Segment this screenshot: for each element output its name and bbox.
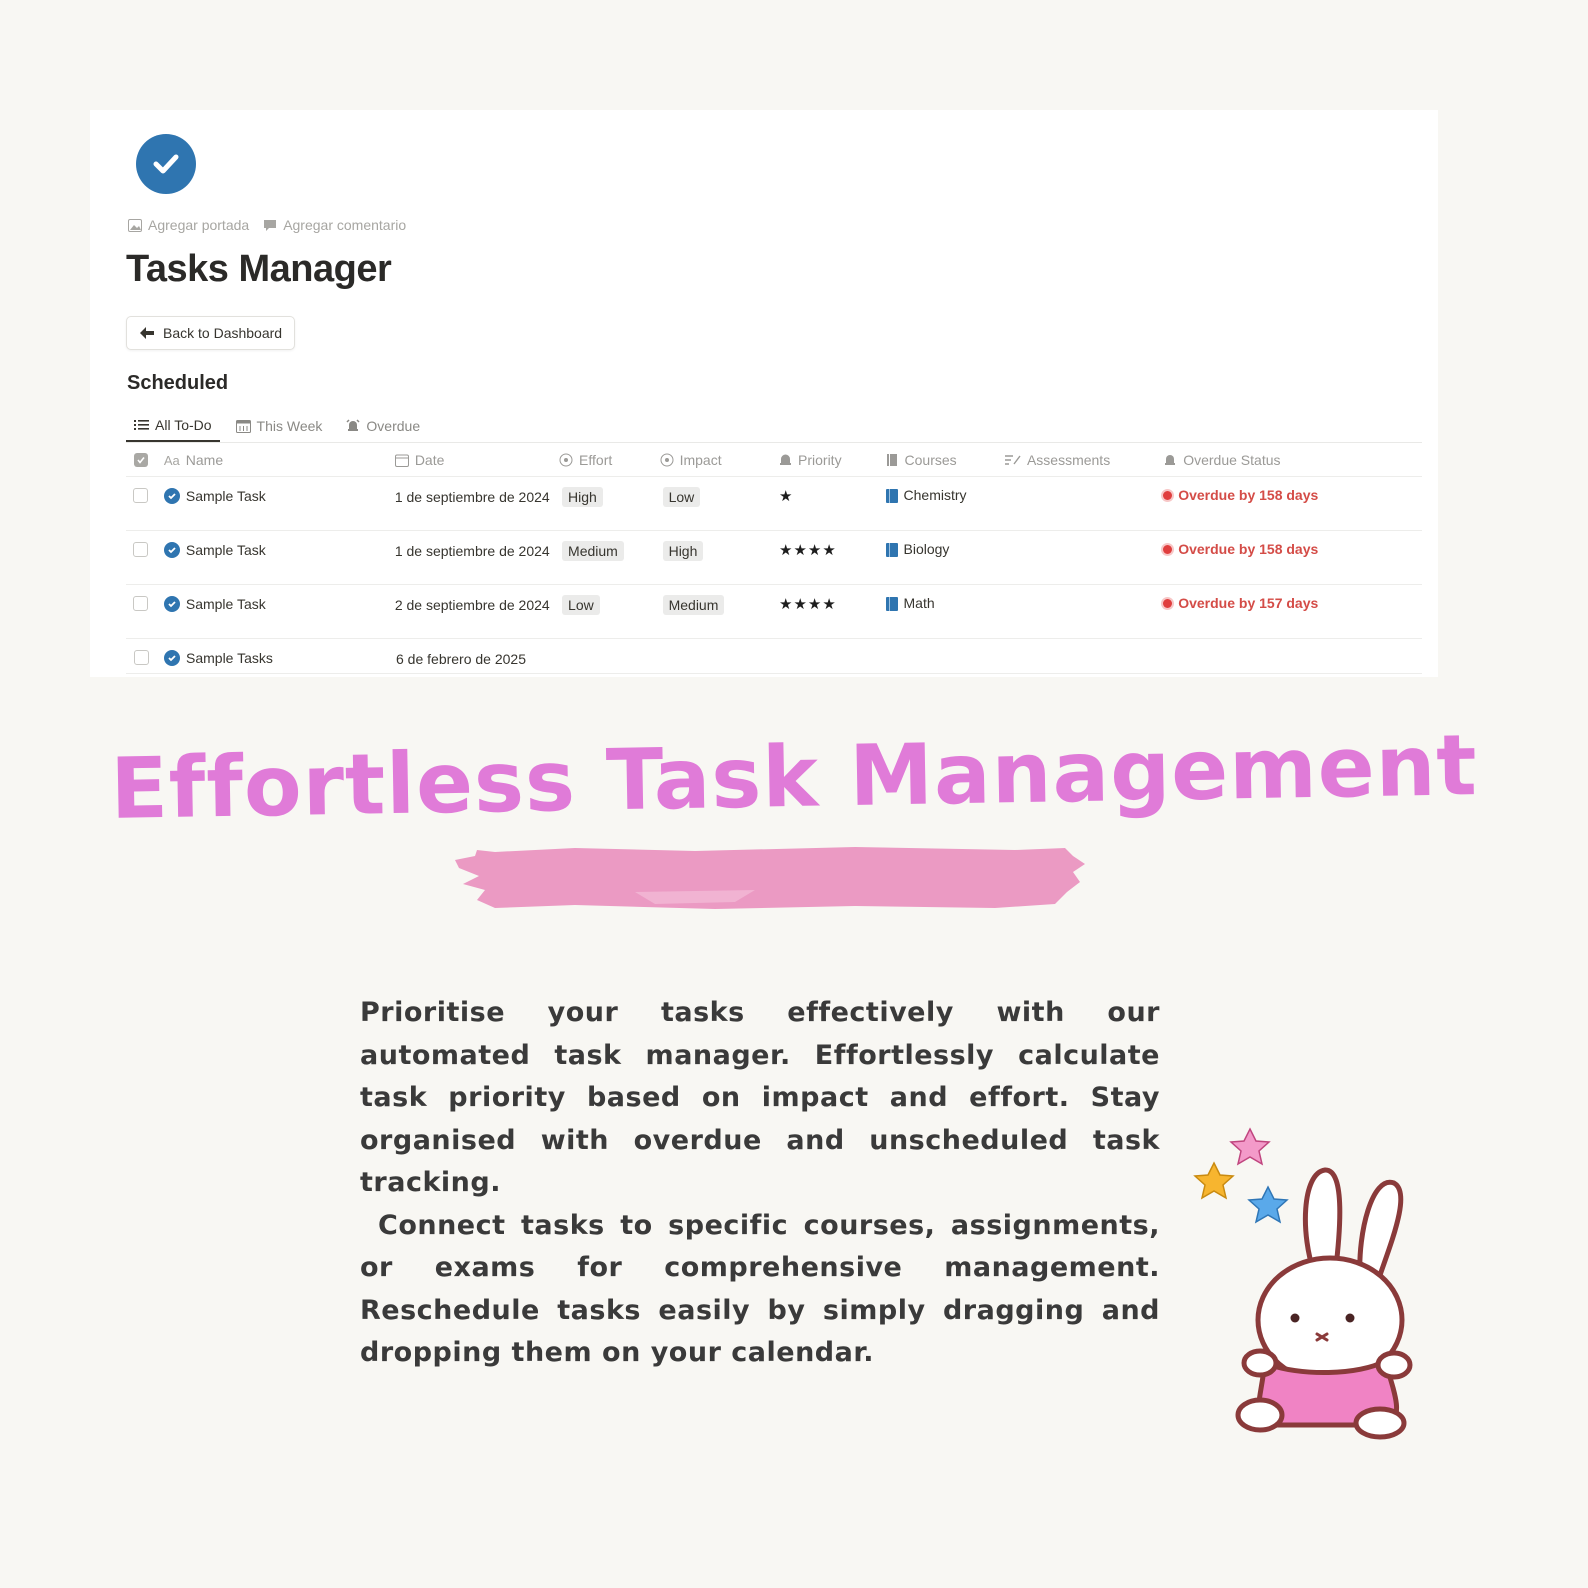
task-check-icon [164,488,180,504]
list-icon [134,419,149,431]
column-courses[interactable] [886,452,1005,468]
promo-paragraph: Prioritise your tasks effectively with our automated task manager. Effortlessly calculate task priority based on impact and effort. Stay organised with overdue and unscheduled task tracking. [360,997,1160,1198]
red-circle-icon [1163,491,1172,500]
assessments-cell[interactable] [1005,477,1163,487]
bell-icon [779,453,792,467]
red-circle-icon [1163,545,1172,554]
book-icon [886,453,899,467]
impact-tag[interactable]: High [663,541,704,561]
add-cover-label: Agregar portada [148,217,250,233]
add-comment-label: Agregar comentario [283,217,407,233]
overdue-status: Overdue by 157 days [1178,595,1319,611]
select-icon [559,453,573,467]
row-checkbox[interactable] [133,542,148,557]
column-overdue-status[interactable] [1163,452,1422,468]
add-cover-button[interactable] [128,217,249,233]
image-icon [128,219,142,232]
task-check-icon [164,596,180,612]
relation-icon [1005,454,1021,466]
column-label: Impact [679,452,722,468]
column-label: Assessments [1026,452,1111,468]
effort-tag[interactable]: Low [562,595,600,615]
column-assessments[interactable] [1005,452,1163,468]
impact-tag[interactable]: Medium [663,595,725,615]
book-icon [886,489,898,503]
promo-description [360,992,1160,1375]
column-impact[interactable] [660,452,779,468]
table-row[interactable] [126,477,1422,531]
header-select-all[interactable] [126,453,156,467]
assessments-cell[interactable] [1005,531,1163,541]
assessments-cell[interactable] [1005,585,1163,595]
calendar-icon [395,454,409,467]
checkbox-icon [134,453,148,467]
table-row[interactable] [126,639,1422,674]
calendar-icon [236,419,251,433]
pink-brush-stroke [455,842,1095,922]
book-icon [886,597,898,611]
column-priority[interactable] [779,452,886,468]
tab-label: All To-Do [155,417,212,433]
section-title: Scheduled [127,372,229,394]
column-label: Date [414,451,445,468]
alarm-icon [346,419,360,433]
notion-page-panel [90,110,1438,677]
column-name[interactable] [156,452,387,468]
row-checkbox[interactable] [134,650,149,665]
back-to-dashboard-button[interactable] [126,316,295,350]
effort-tag[interactable]: High [562,487,603,507]
tab-label: This Week [256,417,323,434]
view-tabs [126,410,1422,443]
course-link[interactable]: Math [903,595,935,611]
column-label: Effort [579,452,613,468]
table-header [126,444,1422,477]
table-row[interactable] [126,531,1422,585]
task-date[interactable]: 6 de febrero de 2025 [396,651,526,667]
overdue-status: Overdue by 158 days [1178,487,1319,503]
effort-tag[interactable]: Medium [562,541,624,561]
promo-headline: Effortless Task Management [109,716,1479,838]
task-date[interactable]: 1 de septiembre de 2024 [394,489,550,505]
stars-icon [1195,1129,1287,1222]
priority-stars: ★★★★ [779,542,837,559]
task-name[interactable]: Sample Task [185,542,266,558]
tasks-table [126,444,1422,674]
column-date[interactable] [387,450,559,471]
column-effort[interactable] [559,452,660,468]
tab-label: Overdue [366,417,421,434]
task-name[interactable]: Sample Tasks [186,650,273,666]
task-name[interactable]: Sample Task [185,488,266,504]
back-button-label: Back to Dashboard [163,325,283,341]
overdue-status: Overdue by 158 days [1178,541,1319,557]
task-check-icon [164,650,180,666]
priority-stars: ★★★★ [779,596,837,613]
tab-overdue[interactable] [338,410,428,441]
tab-this-week[interactable] [228,410,331,441]
priority-stars: ★ [779,488,794,505]
column-label: Overdue Status [1183,452,1281,468]
comment-icon [263,219,277,232]
select-icon [660,453,674,467]
task-date[interactable]: 2 de septiembre de 2024 [394,597,550,613]
task-date[interactable]: 1 de septiembre de 2024 [394,543,550,559]
alarm-icon [1163,453,1177,467]
red-circle-icon [1163,599,1172,608]
page-actions [128,217,406,233]
impact-tag[interactable]: Low [663,487,701,507]
row-checkbox[interactable] [133,596,148,611]
task-check-icon [164,542,180,558]
column-label: Courses [904,452,957,468]
book-icon [886,543,898,557]
row-checkbox[interactable] [133,488,148,503]
arrow-left-icon [139,326,155,340]
add-comment-button[interactable] [263,217,406,233]
bunny-illustration [1190,1125,1420,1445]
course-link[interactable]: Chemistry [903,487,967,503]
check-circle-icon[interactable] [136,134,196,194]
tab-all-to-do[interactable] [126,410,220,442]
column-label: Priority [798,452,842,468]
text-type-icon: Aa [163,452,180,468]
course-link[interactable]: Biology [903,541,950,557]
table-row[interactable] [126,585,1422,639]
column-label: Name [185,452,224,468]
task-name[interactable]: Sample Task [185,596,266,612]
page-title: Tasks Manager [126,248,392,290]
promo-paragraph: Connect tasks to specific courses, assignments, or exams for comprehensive management. Reschedule tasks easily by simply dragging and dropping them on your calendar. [360,1209,1160,1368]
